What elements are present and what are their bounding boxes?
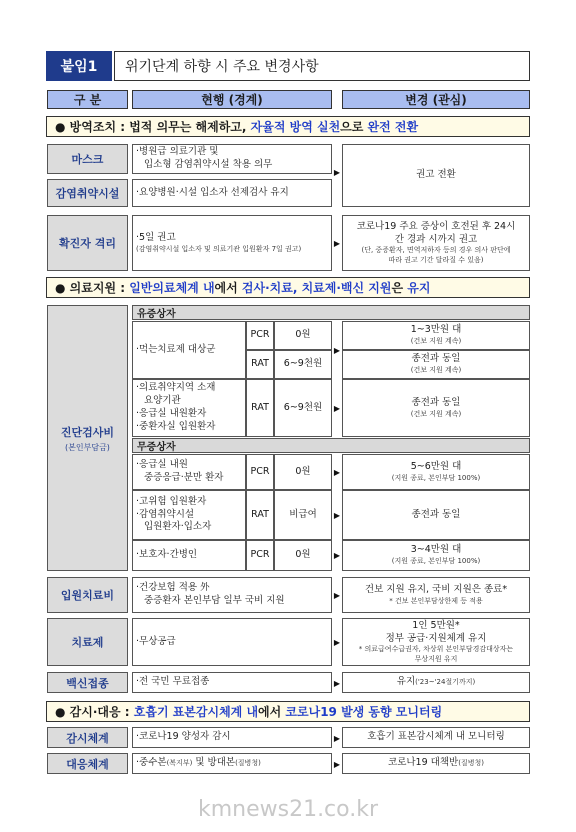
text-line: ·보호자·간병인: [136, 549, 198, 561]
test-type: [246, 540, 274, 571]
inpatient-current: [132, 577, 332, 613]
change-rat: [342, 490, 530, 540]
text-line: ·중수본: [136, 757, 167, 769]
text-line: 건보 지원 유지, 국비 지원은 종료*: [364, 583, 508, 595]
section-highlight: 자율적 방역 실천: [250, 120, 341, 134]
target-guardian: [132, 540, 246, 571]
text-note: (감염취약시설 입소자 및 의료기관 입원환자 7일 권고): [136, 244, 302, 253]
text-note: 따라 권고 기간 달라질 수 있음): [388, 255, 484, 264]
bullet: ●: [55, 119, 66, 134]
section-text: 법적 의무는 해제하고,: [129, 120, 247, 134]
text-line: 입소형 감염취약시설 착용 의무: [144, 159, 273, 170]
text-line: 정부 공급·지원체계 유지: [385, 632, 487, 644]
text-note: 무상지원 유지: [414, 654, 458, 663]
text-line: ·요양병원·시설 입소자 선제검사 유지: [136, 186, 289, 198]
column-header-current: 현행 (경계): [132, 90, 332, 109]
test-type: [246, 350, 274, 379]
arrow-icon: ▶: [333, 403, 341, 413]
mask-change: [342, 144, 530, 207]
treatment-current: [132, 618, 332, 666]
bullet: ●: [55, 280, 66, 295]
text-line: RAT: [251, 508, 269, 520]
vaccine-change: [342, 672, 530, 693]
text-line: 호흡기 표본감시체계 내 모니터링: [367, 731, 505, 743]
text-line: 6~9천원: [283, 358, 323, 370]
section-highlight: 완전 전환: [367, 120, 419, 134]
appendix-tag: 붙임1: [46, 51, 112, 81]
arrow-icon: ▶: [333, 550, 341, 560]
text-line: 비급여: [289, 508, 317, 520]
row-label-response-system: [47, 753, 128, 774]
text-line: 간 경과 시까지 권고: [394, 233, 478, 245]
row-label-diagnostic-cost: [47, 305, 128, 571]
text-line: 및 방대본: [192, 757, 236, 769]
section-highlight: 유지: [407, 281, 431, 295]
test-type: [246, 321, 274, 350]
text-line: 중증환자 본인부담 일부 국비 지원: [144, 595, 285, 606]
text-line: RAT: [251, 358, 269, 370]
arrow-icon: ▶: [333, 510, 341, 520]
text-note: (지원 종료, 본인부담 100%): [391, 557, 481, 566]
text-note: (지원 종료, 본인부담 100%): [391, 473, 481, 482]
subheader-symptomatic: 유증상자: [132, 305, 530, 320]
text-line: 코로나19 대책반: [388, 757, 459, 769]
text-line: ·먹는치료제 대상군: [136, 343, 216, 355]
response-change: [342, 753, 530, 774]
text-line: ·건강보험 적용 外: [136, 582, 210, 594]
mask-current: [132, 144, 332, 174]
text-line: 요양기관: [144, 395, 181, 407]
bullet: ●: [55, 704, 66, 719]
vaccine-current: [132, 672, 332, 693]
inpatient-change: [342, 577, 530, 613]
label-text: 치료제: [71, 636, 104, 649]
text-note: (건보 지원 계속): [410, 366, 462, 375]
section-highlight: 코로나19 발생 동향 모니터링: [285, 705, 443, 719]
arrow-icon: ▶: [333, 678, 341, 688]
text-line: RAT: [251, 401, 269, 413]
test-type: [246, 379, 274, 437]
label-subtext: (본인부담금): [65, 442, 110, 452]
section-highlight: 호흡기 표본감시체계 내: [133, 705, 259, 719]
text-note: (질병청): [235, 758, 261, 767]
text-line: 1~3만원 대: [410, 324, 462, 336]
text-line: 권고 전환: [416, 169, 456, 181]
text-line: ·고위험 입원환자: [136, 495, 207, 507]
test-cost: [274, 490, 332, 540]
arrow-icon: ▶: [333, 167, 341, 177]
text-note: (질병청): [458, 758, 484, 767]
test-cost: [274, 454, 332, 490]
row-label-vulnerable-facilities: [47, 179, 128, 207]
section-text: 에서: [214, 281, 238, 295]
change-rat: [342, 379, 530, 437]
target-emergency: [132, 454, 246, 490]
text-line: 중증응급·분만 환자: [144, 472, 224, 483]
row-label-surveillance-system: [47, 727, 128, 748]
arrow-icon: ▶: [333, 759, 341, 769]
test-cost: [274, 350, 332, 379]
section-text: 으로: [340, 120, 364, 134]
arrow-icon: ▶: [333, 467, 341, 477]
change-pcr: [342, 454, 530, 490]
arrow-icon: ▶: [333, 590, 341, 600]
change-pcr: [342, 540, 530, 571]
text-line: ·중환자실 입원환자: [136, 420, 216, 432]
text-line: 5~6만원 대: [410, 460, 462, 472]
arrow-icon: ▶: [333, 345, 341, 355]
text-line: 6~9천원: [283, 401, 323, 413]
text-line: PCR: [250, 465, 270, 477]
text-line: ·응급실 내원: [136, 459, 188, 471]
test-cost: [274, 540, 332, 571]
section-label: 방역조치 :: [69, 120, 126, 134]
row-label-inpatient-cost: [47, 577, 128, 613]
section-text: 은: [391, 281, 404, 295]
text-line: 유지: [396, 676, 416, 688]
row-label-treatment: [47, 618, 128, 666]
isolation-current: [132, 215, 332, 271]
treatment-change: [342, 618, 530, 666]
surveillance-change: [342, 727, 530, 748]
target-vulnerable-region: [132, 379, 246, 437]
text-line: ·5일 권고: [136, 231, 176, 243]
text-line: ·코로나19 양성자 감시: [136, 731, 231, 743]
text-line: 0원: [295, 329, 311, 341]
text-line: PCR: [250, 549, 270, 561]
text-line: ·의료취약지역 소재: [136, 382, 216, 394]
test-type: [246, 454, 274, 490]
section-highlight: 검사·치료, 치료제·백신 지원: [241, 281, 392, 295]
label-text: 감염취약시설: [55, 187, 120, 200]
row-label-isolation: [47, 215, 128, 271]
text-line: 0원: [295, 549, 311, 561]
label-text: 백신접종: [66, 676, 109, 690]
section-text: 에서: [258, 705, 282, 719]
text-line: ·감염취약시설: [136, 508, 195, 520]
text-line: 입원환자·입소자: [144, 521, 212, 533]
text-line: ·전 국민 무료접종: [136, 676, 210, 688]
test-cost: [274, 379, 332, 437]
arrow-icon: ▶: [333, 733, 341, 743]
document-title: 위기단계 하향 시 주요 변경사항: [114, 51, 530, 81]
section-label: 감시·대응 :: [69, 705, 130, 719]
text-line: ·무상공급: [136, 635, 176, 647]
label-text: 마스크: [71, 153, 104, 166]
test-cost: [274, 321, 332, 350]
text-line: PCR: [250, 329, 270, 341]
column-header-change: 변경 (관심): [342, 90, 530, 109]
response-current: [132, 753, 332, 774]
change-pcr: [342, 321, 530, 350]
target-antiviral-group: [132, 321, 246, 379]
section-medical-support: [46, 277, 530, 298]
section-highlight: 일반의료체계 내: [129, 281, 215, 295]
text-note: (건보 지원 계속): [410, 409, 462, 418]
text-line: 종전과 동일: [411, 396, 461, 408]
label-text: 입원치료비: [60, 589, 115, 602]
label-text: 감시체계: [66, 731, 109, 745]
watermark: kmnews21.co.kr: [197, 797, 379, 822]
column-header-category: 구 분: [47, 90, 128, 109]
text-note: (복지부): [166, 758, 193, 767]
section-label: 의료지원 :: [69, 281, 126, 295]
section-quarantine: [46, 116, 530, 137]
isolation-change: [342, 215, 530, 271]
text-line: 종전과 동일: [411, 353, 461, 365]
text-note: * 건보 본인부담상한제 등 적용: [389, 596, 483, 605]
label-text: 확진자 격리: [59, 237, 116, 250]
text-line: ·응급실 내원환자: [136, 408, 207, 419]
text-line: 코로나19 주요 증상이 호전된 후 24시: [356, 220, 516, 232]
target-high-risk: [132, 490, 246, 540]
text-note: (건보 지원 계속): [410, 337, 462, 346]
subheader-asymptomatic: 무증상자: [132, 438, 530, 453]
label-text: 진단검사비: [60, 425, 115, 439]
vulnerable-current: [132, 179, 332, 207]
text-note: ('23~'24절기까지): [415, 677, 476, 686]
change-rat: [342, 350, 530, 379]
row-label-vaccination: [47, 672, 128, 693]
surveillance-current: [132, 727, 332, 748]
text-line: 종전과 동일: [411, 508, 461, 520]
text-line: 3~4만원 대: [410, 544, 462, 556]
test-type: [246, 490, 274, 540]
text-line: ·병원급 의료기관 및: [136, 146, 219, 158]
row-label-mask: [47, 144, 128, 174]
text-note: * 의료급여수급권자, 차상위 본인부담경감대상자는: [358, 645, 514, 654]
arrow-icon: ▶: [333, 238, 341, 248]
text-line: 0원: [295, 465, 311, 477]
arrow-icon: ▶: [333, 637, 341, 647]
label-text: 대응체계: [66, 757, 109, 771]
text-note: (단, 중증환자, 면역저하자 등의 경우 의사 판단에: [361, 246, 511, 255]
section-surveillance: [46, 701, 530, 722]
text-line: 1인 5만원*: [412, 619, 460, 631]
